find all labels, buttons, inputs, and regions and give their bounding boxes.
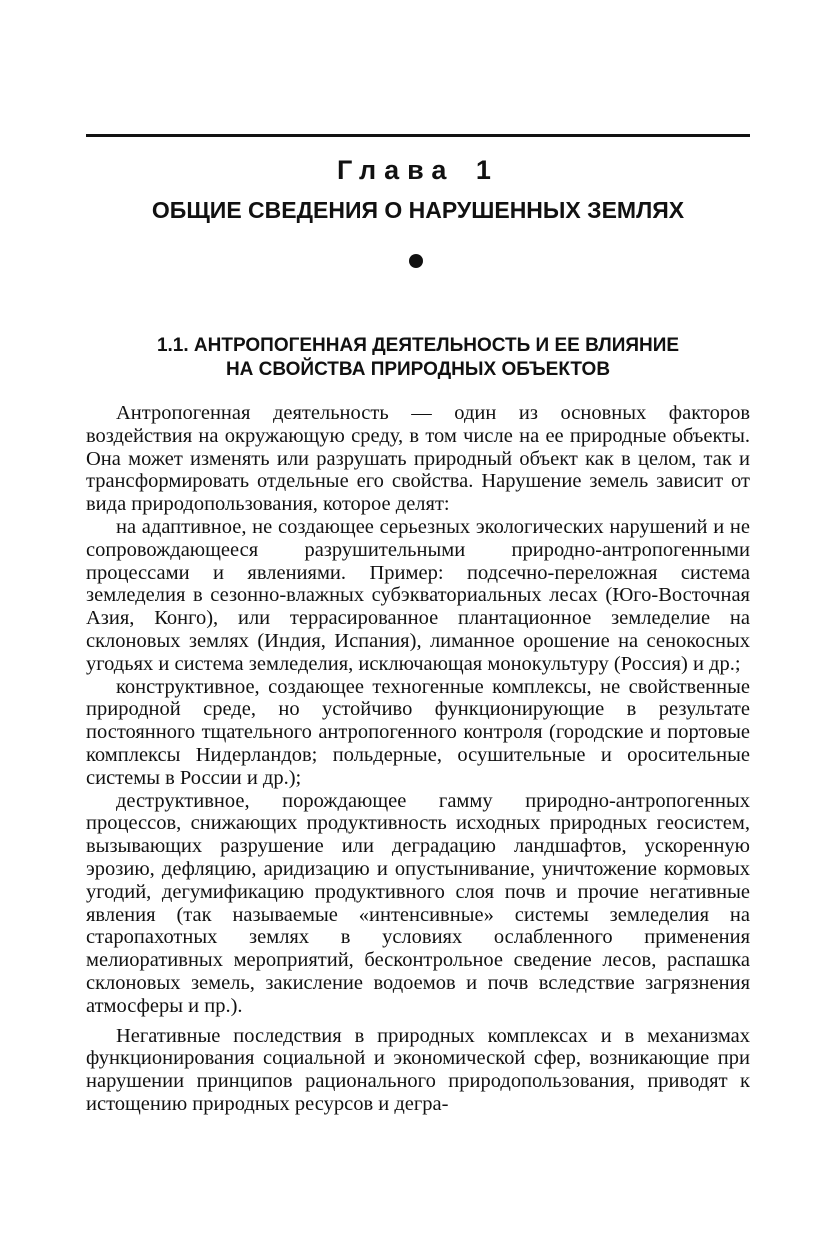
bullet-ornament-icon [409, 254, 423, 268]
paragraph-destructive: деструктивное, порождающее гамму природно-антропогенных процессов, снижающих продуктивность исходных природных геосистем, вызывающих разрушение или деградацию ландшафтов, ускоренную эрозию, дефляцию, аридизацию и опустынивание, уничтожение кормовых угодий, дегумификацию продуктивного слоя почв и прочие негативные явления (так называемые «интенсивные» системы земледелия на старопахотных землях в условиях ослабленного применения мелиоративных мероприятий, бесконтрольное сведение лесов, распашка склоновых земель, закисление водоемов и почв вследствие загрязнения атмосферы и пр.). [86, 789, 750, 1017]
section-title [96, 334, 740, 382]
chapter-label: Глава 1 [337, 155, 499, 185]
paragraph-adaptive: на адаптивное, не создающее серьезных экологических нарушений и не сопровождающееся разрушительными природно-антропогенными процессами и явлениями. Пример: подсечно-переложная система земледелия в сезонно-влажных субэкваториальных лесах (Юго-Восточная Азия, Конго), или террасированное плантационное земледелие на склоновых землях (Индия, Испания), лиманное орошение на сенокосных угодьях и система земледелия, исключающая монокультуру (Россия) и др.; [86, 515, 750, 675]
chapter-title: ОБЩИЕ СВЕДЕНИЯ О НАРУШЕННЫХ ЗЕМЛЯХ [151, 197, 685, 223]
section-title-line-1: 1.1. АНТРОПОГЕННАЯ ДЕЯТЕЛЬНОСТЬ И ЕЕ ВЛИЯНИЕ [156, 335, 680, 356]
paragraph-consequences: Негативные последствия в природных комплексах и в механизмах функционирования социальной и экономической сфер, возникающие при нарушении принципов рационального природопользования, приводят к истощению природных ресурсов и дегра- [86, 1024, 750, 1115]
paragraph-constructive: конструктивное, создающее техногенные комплексы, не свойственные природной среде, но устойчиво функционирующие в результате постоянного тщательного антропогенного контроля (городские и портовые комплексы Нидерландов; польдерные, осушительные и оросительные системы в России и др.); [86, 675, 750, 789]
section-title-line-2: НА СВОЙСТВА ПРИРОДНЫХ ОБЪЕКТОВ [225, 359, 611, 380]
body-text [86, 402, 750, 1116]
paragraph-intro: Антропогенная деятельность — один из основных факторов воздействия на окружающую среду, в том числе на ее природные объекты. Она может изменять или разрушать природный объект как в целом, так и трансформировать отдельные его свойства. Нарушение земель зависит от вида природопользования, которое делят: [86, 402, 750, 516]
chapter-top-rule [86, 134, 750, 137]
